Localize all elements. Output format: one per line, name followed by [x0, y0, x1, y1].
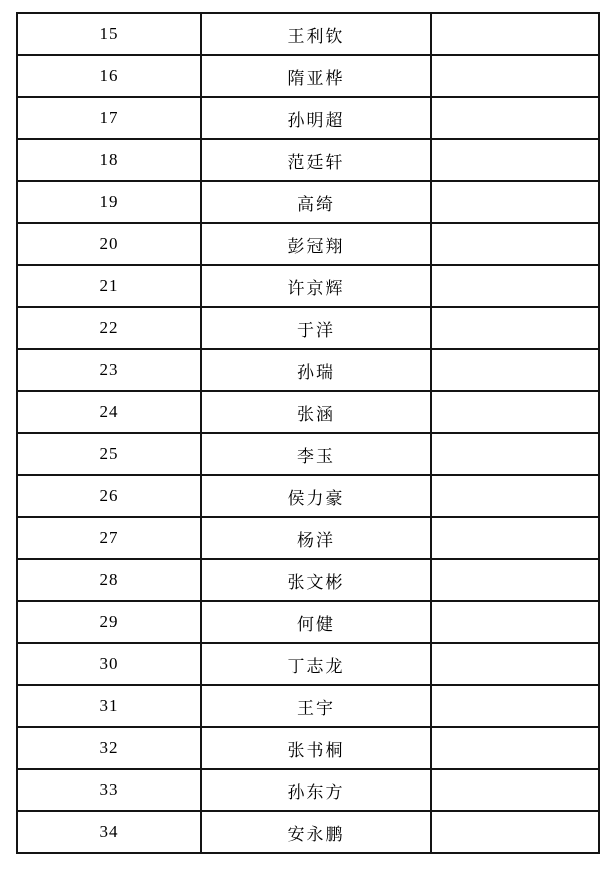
table-row — [17, 223, 599, 265]
table-row — [17, 769, 599, 811]
row-number-cell: 27 — [17, 517, 201, 559]
table-row — [17, 55, 599, 97]
empty-cell — [431, 643, 599, 685]
table-row — [17, 265, 599, 307]
empty-cell — [431, 769, 599, 811]
person-name-cell: 王利钦 — [201, 13, 431, 55]
roster-table — [16, 12, 600, 854]
row-number-cell: 29 — [17, 601, 201, 643]
person-name-cell: 隋亚桦 — [201, 55, 431, 97]
person-name-cell: 高绮 — [201, 181, 431, 223]
empty-cell — [431, 475, 599, 517]
row-number-cell: 19 — [17, 181, 201, 223]
table-row — [17, 811, 599, 853]
person-name-cell: 孙明超 — [201, 97, 431, 139]
empty-cell — [431, 55, 599, 97]
person-name-cell: 孙东方 — [201, 769, 431, 811]
table-row — [17, 181, 599, 223]
row-number-cell: 31 — [17, 685, 201, 727]
row-number-cell: 15 — [17, 13, 201, 55]
empty-cell — [431, 685, 599, 727]
person-name-cell: 杨洋 — [201, 517, 431, 559]
empty-cell — [431, 349, 599, 391]
table-row — [17, 391, 599, 433]
empty-cell — [431, 223, 599, 265]
person-name-cell: 王宇 — [201, 685, 431, 727]
table-row — [17, 139, 599, 181]
row-number-cell: 30 — [17, 643, 201, 685]
row-number-cell: 21 — [17, 265, 201, 307]
table-row — [17, 13, 599, 55]
person-name-cell: 张书桐 — [201, 727, 431, 769]
row-number-cell: 18 — [17, 139, 201, 181]
empty-cell — [431, 559, 599, 601]
table-row — [17, 517, 599, 559]
table-row — [17, 601, 599, 643]
empty-cell — [431, 181, 599, 223]
person-name-cell: 许京辉 — [201, 265, 431, 307]
empty-cell — [431, 391, 599, 433]
empty-cell — [431, 13, 599, 55]
table-row — [17, 727, 599, 769]
row-number-cell: 23 — [17, 349, 201, 391]
table-row — [17, 475, 599, 517]
row-number-cell: 33 — [17, 769, 201, 811]
row-number-cell: 16 — [17, 55, 201, 97]
person-name-cell: 张涵 — [201, 391, 431, 433]
empty-cell — [431, 97, 599, 139]
empty-cell — [431, 307, 599, 349]
row-number-cell: 32 — [17, 727, 201, 769]
table-row — [17, 559, 599, 601]
empty-cell — [431, 601, 599, 643]
person-name-cell: 安永鹏 — [201, 811, 431, 853]
person-name-cell: 张文彬 — [201, 559, 431, 601]
person-name-cell: 侯力豪 — [201, 475, 431, 517]
person-name-cell: 丁志龙 — [201, 643, 431, 685]
empty-cell — [431, 811, 599, 853]
person-name-cell: 李玉 — [201, 433, 431, 475]
row-number-cell: 34 — [17, 811, 201, 853]
table-row — [17, 97, 599, 139]
table-row — [17, 643, 599, 685]
person-name-cell: 何健 — [201, 601, 431, 643]
row-number-cell: 17 — [17, 97, 201, 139]
row-number-cell: 22 — [17, 307, 201, 349]
person-name-cell: 孙瑞 — [201, 349, 431, 391]
person-name-cell: 于洋 — [201, 307, 431, 349]
empty-cell — [431, 517, 599, 559]
table-row — [17, 349, 599, 391]
row-number-cell: 20 — [17, 223, 201, 265]
person-name-cell: 范廷轩 — [201, 139, 431, 181]
row-number-cell: 24 — [17, 391, 201, 433]
row-number-cell: 28 — [17, 559, 201, 601]
row-number-cell: 25 — [17, 433, 201, 475]
empty-cell — [431, 265, 599, 307]
table-row — [17, 685, 599, 727]
table-row — [17, 433, 599, 475]
roster-table-body — [17, 13, 599, 853]
empty-cell — [431, 727, 599, 769]
row-number-cell: 26 — [17, 475, 201, 517]
table-row — [17, 307, 599, 349]
empty-cell — [431, 433, 599, 475]
empty-cell — [431, 139, 599, 181]
person-name-cell: 彭冠翔 — [201, 223, 431, 265]
